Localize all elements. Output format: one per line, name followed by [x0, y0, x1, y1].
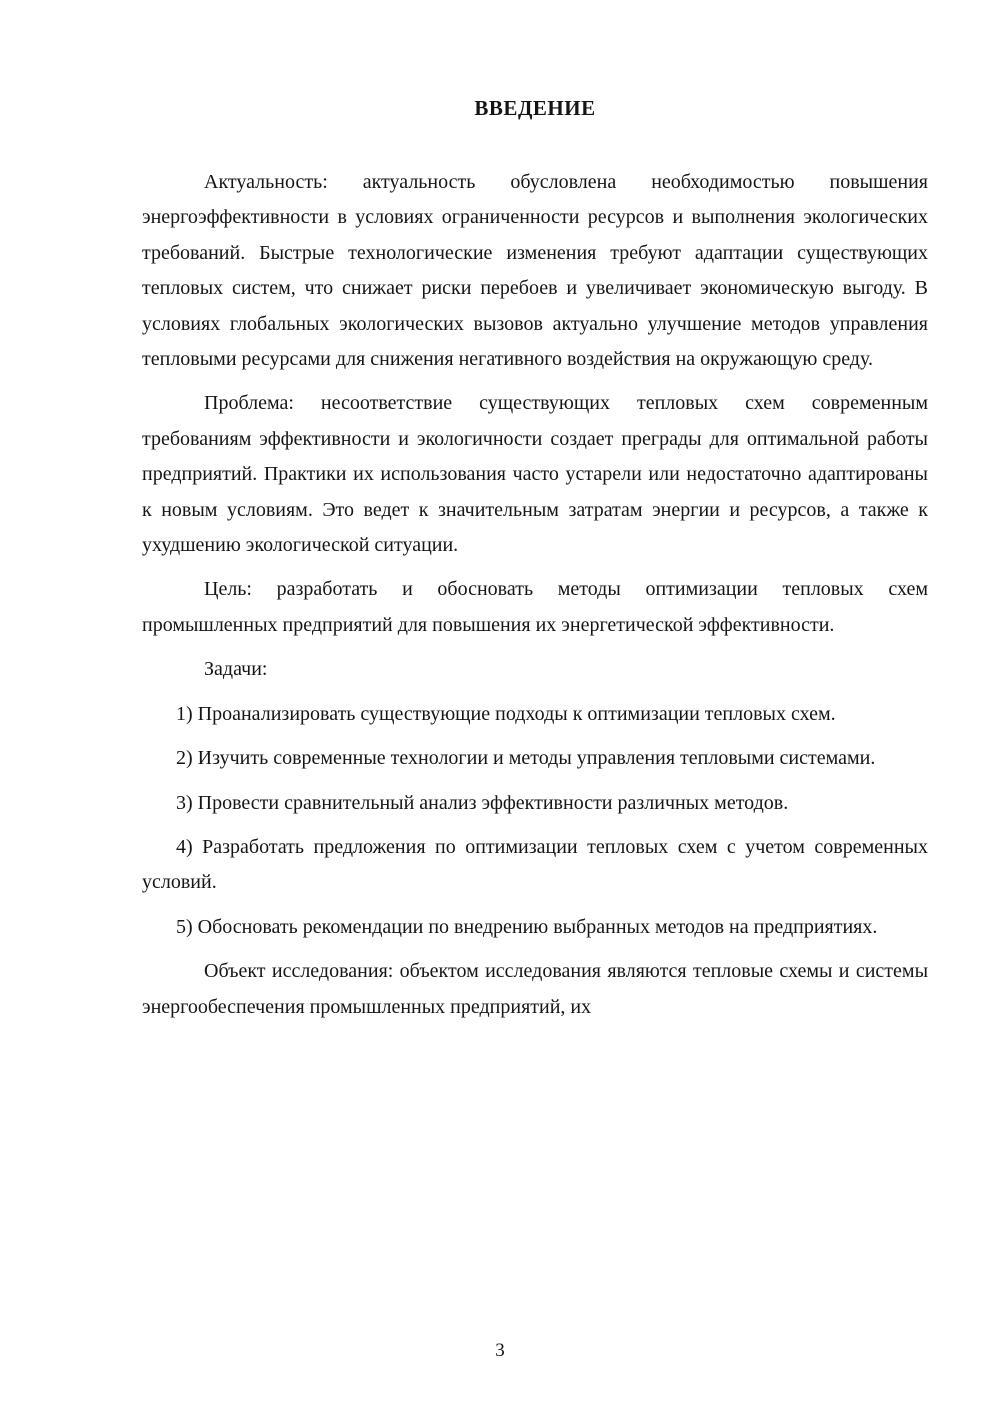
paragraph-tasks-label: Задачи:: [204, 658, 268, 681]
task-item-1: 1) Проанализировать существующие подходы к оптимизации тепловых схем.: [176, 702, 836, 725]
task-item-4: 4) Разработать предложения по оптимизации тепловых схем с учетом современных условий.: [142, 835, 928, 894]
page-content: [142, 96, 928, 1034]
page-title: ВВЕДЕНИЕ: [474, 96, 596, 120]
task-item-3: 3) Провести сравнительный анализ эффективности различных методов.: [176, 791, 789, 814]
page-number: 3: [495, 1340, 505, 1361]
task-item-5: 5) Обосновать рекомендации по внедрению выбранных методов на предприятиях.: [176, 915, 878, 938]
paragraph-relevance: Актуальность: актуальность обусловлена необходимостью повышения энергоэффективности в условиях ограниченности ресурсов и выполнения экологических требований. Быстрые технологические изменения требуют адаптации существующих тепловых систем, что снижает риски перебоев и увеличивает экономическую выгоду. В условиях глобальных экологических вызовов актуально улучшение методов управления тепловыми ресурсами для снижения негативного воздействия на окружающую среду.: [142, 171, 928, 371]
paragraph-problem: Проблема: несоответствие существующих тепловых схем современным требованиям эффективности и экологичности создает преграды для оптимальной работы предприятий. Практики их использования часто устарели или недостаточно адаптированы к новым условиям. Это ведет к значительным затратам энергии и ресурсов, а также к ухудшению экологической ситуации.: [142, 392, 928, 557]
paragraph-research-object: Объект исследования: объектом исследования являются тепловые схемы и системы энергообеспечения промышленных предприятий, их: [142, 960, 928, 1018]
task-item-2: 2) Изучить современные технологии и методы управления тепловыми системами.: [176, 747, 876, 770]
paragraph-goal: Цель: разработать и обосновать методы оптимизации тепловых схем промышленных предприятий для повышения их энергетической эффективности.: [142, 578, 928, 636]
